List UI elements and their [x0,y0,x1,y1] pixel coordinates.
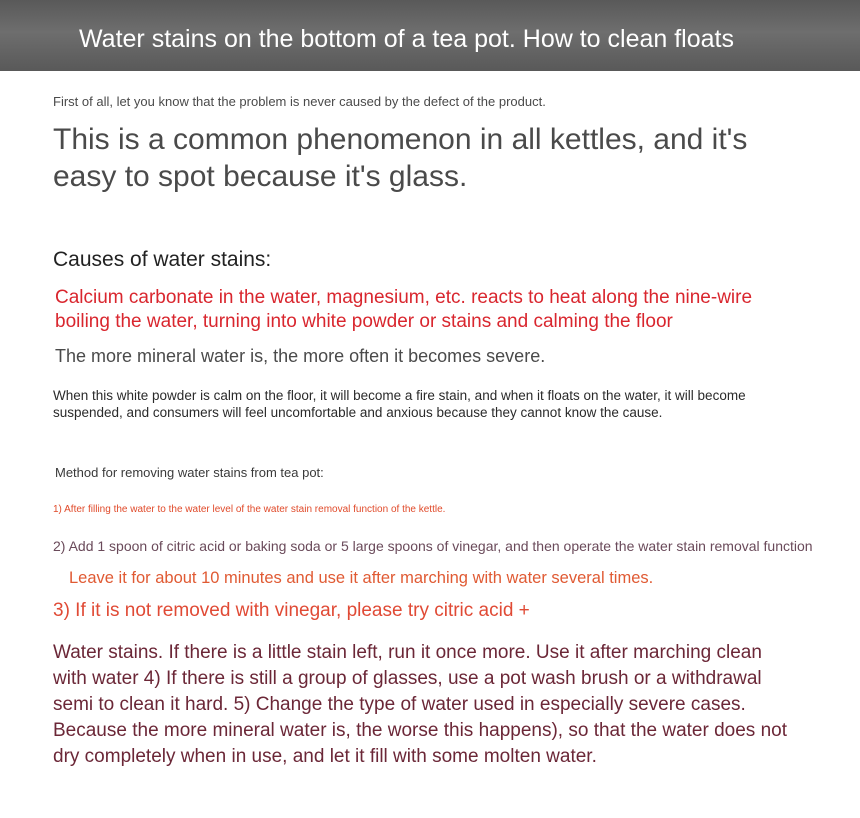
title-banner [0,0,860,71]
method-body-text: Water stains. If there is a little stain left, run it once more. Use it after marching clean with water 4) If there is still a group of glasses, use a pot wash brush or a withdrawal semi to clean it hard. 5) Change the type of water used in especially severe cases. Because the more mineral water is, the worse this happens), so that the water does not dry completely when in use, and let it fill with some molten water. [53,642,787,767]
causes-heading: Causes of water stains: [53,248,272,271]
step-1: 1) After filling the water to the water level of the water stain removal function of the kettle. [53,504,446,515]
intro-text: First of all, let you know that the problem is never caused by the defect of the product. [53,94,546,109]
mineral-text: The more mineral water is, the more often it becomes severe. [55,346,546,366]
page-title: Water stains on the bottom of a tea pot. How to clean floats [79,25,734,53]
method-heading: Method for removing water stains from tea pot: [55,465,324,480]
step-3: 3) If it is not removed with vinegar, please try citric acid + [53,600,530,621]
step-2: 2) Add 1 spoon of citric acid or baking soda or 5 large spoons of vinegar, and then operate the water stain removal function [53,538,813,554]
step-2-continued: Leave it for about 10 minutes and use it after marching with water several times. [69,569,654,587]
lead-text: This is a common phenomenon in all kettles, and it's easy to spot because it's glass. [53,123,748,193]
powder-text: When this white powder is calm on the floor, it will become a fire stain, and when it floats on the water, it will become suspended, and consumers will feel uncomfortable and anxious because they cannot know the cause. [53,388,746,420]
cause-text: Calcium carbonate in the water, magnesium, etc. reacts to heat along the nine-wire boiling the water, turning into white powder or stains and calming the floor [55,287,753,332]
